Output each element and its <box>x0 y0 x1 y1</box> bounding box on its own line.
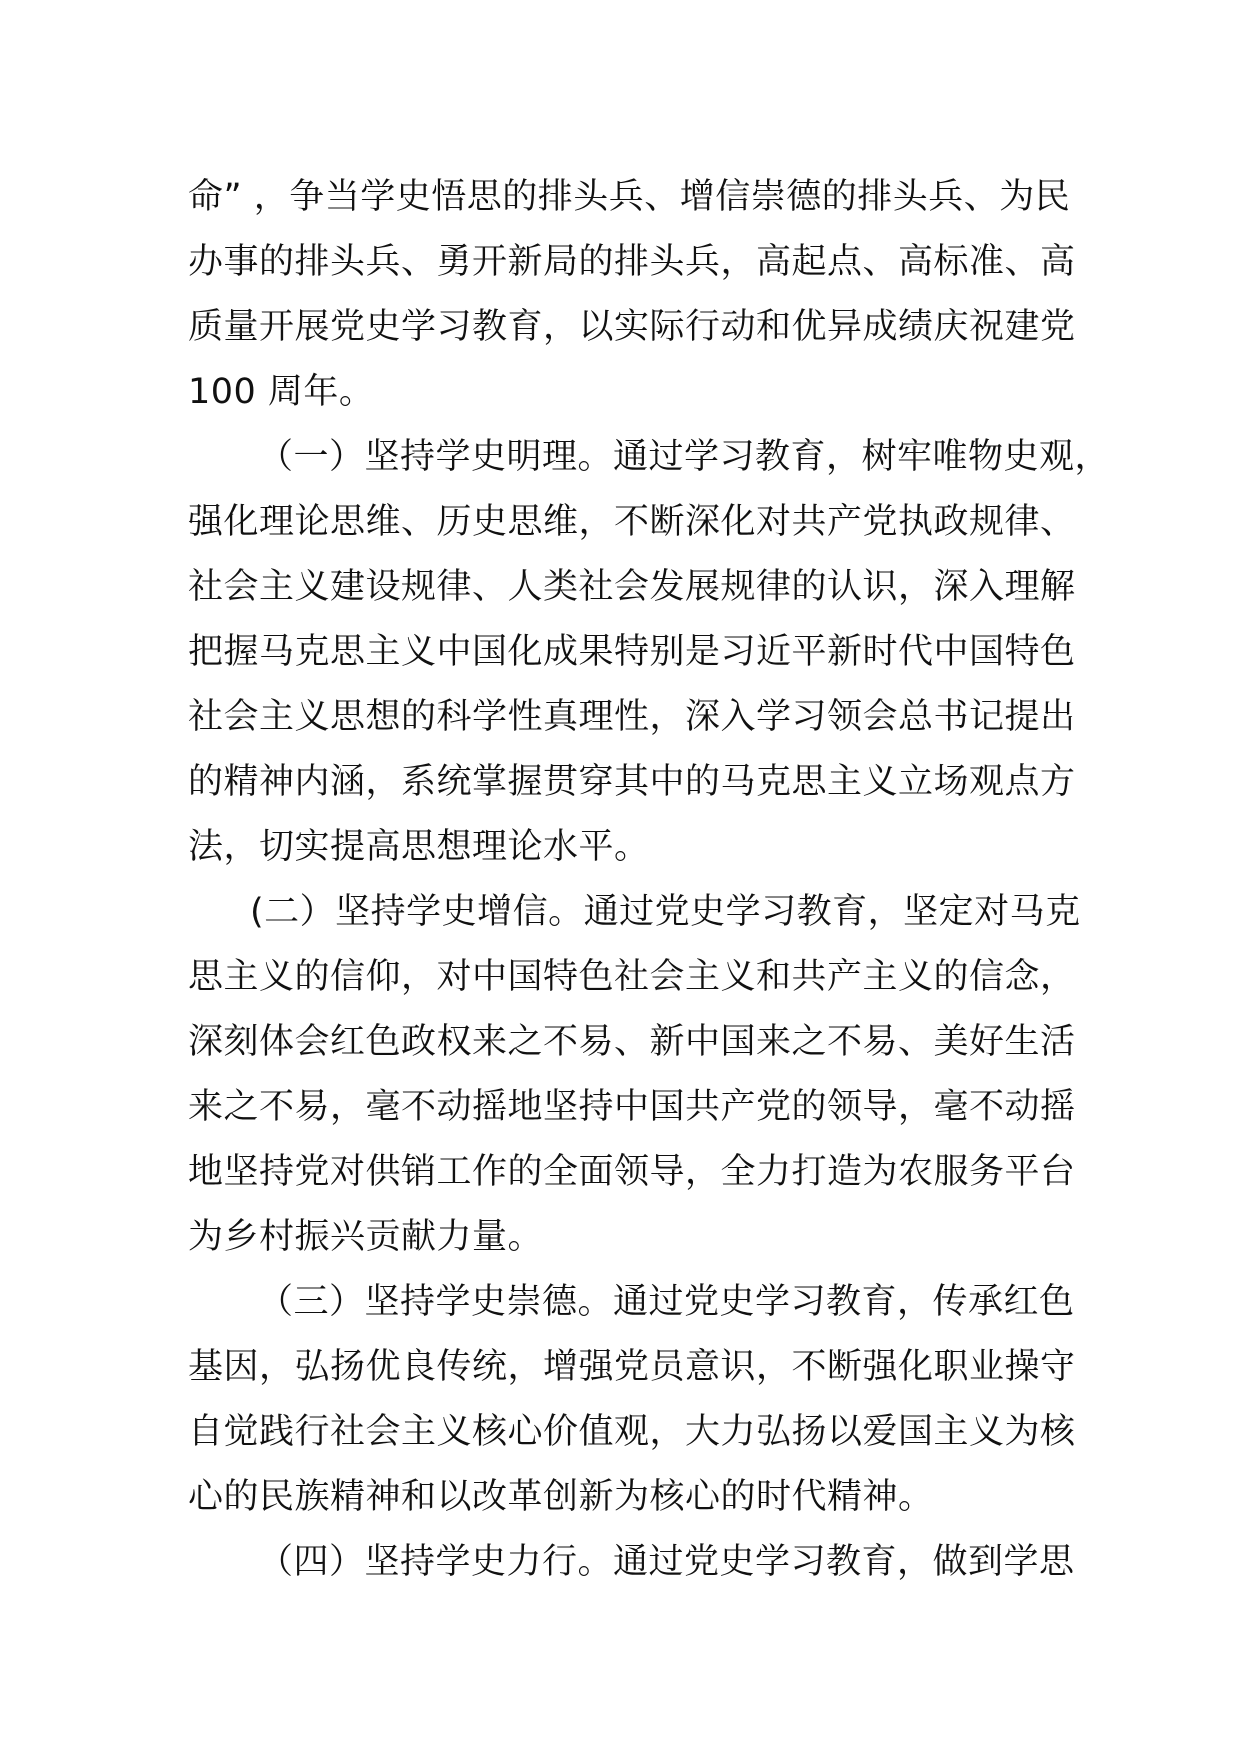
document-body <box>188 165 1111 1595</box>
text-line: 深刻体会红色政权来之不易、新中国来之不易、美好生活 <box>188 1022 1076 1062</box>
text-line: 强化理论思维、历史思维，不断深化对共产党执政规律、 <box>188 502 1076 542</box>
section-2-paragraph <box>188 880 1081 1270</box>
text-line: 法，切实提高思想理论水平。 <box>188 827 650 867</box>
text-line: 办事的排头兵、勇开新局的排头兵，高起点、高标准、高 <box>188 242 1076 282</box>
text-line: 思主义的信仰，对中国特色社会主义和共产主义的信念， <box>188 957 1076 997</box>
section-4-paragraph <box>188 1530 1075 1595</box>
text-line: 为乡村振兴贡献力量。 <box>188 1217 544 1257</box>
text-line: 质量开展党史学习教育，以实际行动和优异成绩庆祝建党 <box>188 307 1076 347</box>
section-3-paragraph <box>188 1270 1076 1530</box>
text-line: 基因，弘扬优良传统，增强党员意识，不断强化职业操守 <box>188 1347 1076 1387</box>
text-line: 把握马克思主义中国化成果特别是习近平新时代中国特色 <box>188 632 1076 672</box>
text-line: 来之不易，毫不动摇地坚持中国共产党的领导，毫不动摇 <box>188 1087 1076 1127</box>
text-line: 自觉践行社会主义核心价值观，大力弘扬以爱国主义为核 <box>188 1412 1076 1452</box>
section-heading-line: （一）坚持学史明理。通过学习教育，树牢唯物史观， <box>258 437 1111 477</box>
section-heading-line: （三）坚持学史崇德。通过党史学习教育，传承红色 <box>258 1282 1075 1322</box>
text-line: 地坚持党对供销工作的全面领导，全力打造为农服务平台 <box>188 1152 1076 1192</box>
text-line: 100 周年。 <box>188 372 375 412</box>
section-heading-line: (二）坚持学史增信。通过党史学习教育，坚定对马克 <box>250 892 1081 932</box>
text-line: 的精神内涵，系统掌握贯穿其中的马克思主义立场观点方 <box>188 762 1076 802</box>
text-line: 社会主义思想的科学性真理性，深入学习领会总书记提出 <box>188 697 1076 737</box>
text-line: 命” ，争当学史悟思的排头兵、增信崇德的排头兵、为民 <box>188 177 1071 217</box>
text-line: 心的民族精神和以改革创新为核心的时代精神。 <box>188 1477 934 1517</box>
section-1-paragraph <box>188 425 1111 880</box>
section-heading-line: （四）坚持学史力行。通过党史学习教育，做到学思 <box>258 1542 1075 1582</box>
text-line: 社会主义建设规律、人类社会发展规律的认识，深入理解 <box>188 567 1076 607</box>
intro-paragraph <box>188 165 1076 425</box>
